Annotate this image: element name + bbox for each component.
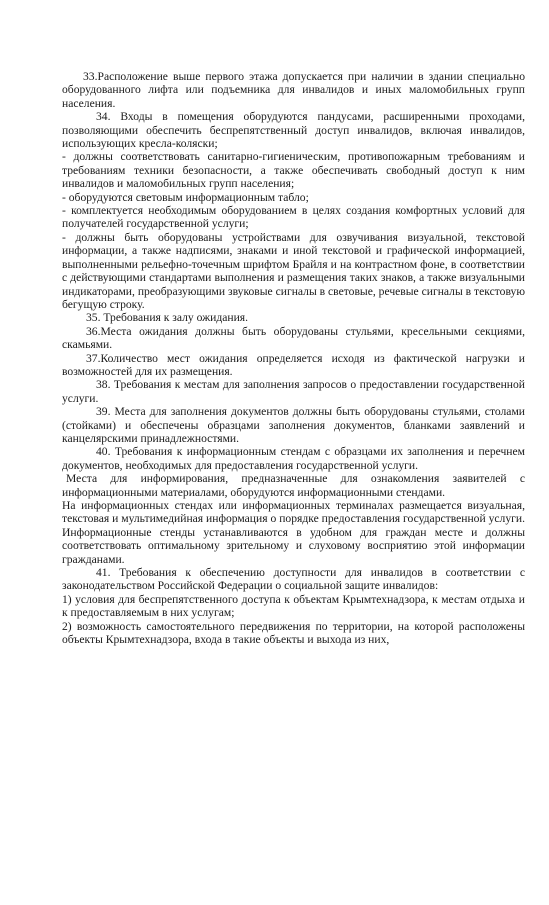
paragraph-34-item-equipment: - комплектуется необходимым оборудованием в целях создания комфортных условий для получателей государственной услуги; — [62, 204, 525, 231]
paragraph-41: 41. Требования к обеспечению доступности для инвалидов в соответствии с законодательством Российской Федерации о социальной защите инвалидов: — [62, 566, 525, 593]
paragraph-40: 40. Требования к информационным стендам с образцами их заполнения и перечнем документов, необходимых для предоставления государственной услуги. — [62, 445, 525, 472]
paragraph-34-item-light-board: - оборудуются световым информационным табло; — [62, 190, 309, 204]
paragraph-36: 36.Места ожидания должны быть оборудованы стульями, кресельными секциями, скамьями. — [62, 324, 525, 352]
paragraph-37: 37.Количество мест ожидания определяется исходя из фактической нагрузки и возможностей для их размещения. — [62, 351, 525, 378]
paragraph-33: 33.Расположение выше первого этажа допускается при наличии в здании специально оборудованного лифта или подъемника для инвалидов и иных маломобильных групп населения. — [62, 70, 525, 110]
paragraph-40-info-places: Места для информирования, предназначенные для ознакомления заявителей с информационными материалами, оборудуются информационными стендами. — [62, 472, 525, 499]
paragraph-40-info-stands: На информационных стендах или информационных терминалах размещается визуальная, текстовая и мультимедийная информация о порядке предоставления государственной услуги. Информационные стенды устанавливаются в удобном для граждан месте и должны соответствовать оптимальному зрительному и слуховому восприятию этой информации гражданами. — [62, 499, 525, 566]
paragraph-34: 34. Входы в помещения оборудуются пандусами, расширенными проходами, позволяющими обеспечить беспрепятственный доступ инвалидов, включая инвалидов, использующих кресла-коляски; — [62, 110, 525, 151]
paragraph-34-item-voice-devices: - должны быть оборудованы устройствами для озвучивания визуальной, текстовой информации, а также надписями, знаками и иной текстовой и графической информацией, выполненными рельефно-точечным шрифтом Брайля и на контрастном фоне, в соответствии с действующими стандартами выполнения и размещения таких знаков, а также визуальными индикаторами, преобразующими звуковые сигналы в световые, речевые сигналы в текстовую бегущую строку. — [62, 230, 525, 311]
document-page — [62, 70, 525, 646]
paragraph-34-item-sanitary: - должны соответствовать санитарно-гигиеническим, противопожарным требованиям и требованиям техники безопасности, а также обеспечивать свободный доступ к ним инвалидов и маломобильных групп населения; — [62, 150, 525, 191]
paragraph-39: 39. Места для заполнения документов должны быть оборудованы стульями, столами (стойками) и обеспечены образцами заполнения документов, бланками заявлений и канцелярскими принадлежностями. — [62, 405, 525, 445]
paragraph-38: 38. Требования к местам для заполнения запросов о предоставлении государственной услуги. — [62, 378, 525, 405]
paragraph-41-item-2: 2) возможность самостоятельного передвижения по территории, на которой расположены объекты Крымтехнадзора, входа в такие объекты и выхода из них, — [62, 619, 525, 647]
paragraph-35: 35. Требования к залу ожидания. — [86, 311, 249, 325]
paragraph-41-item-1: 1) условия для беспрепятственного доступа к объектам Крымтехнадзора, к местам отдыха и к предоставляемым в них услугам; — [62, 592, 525, 620]
